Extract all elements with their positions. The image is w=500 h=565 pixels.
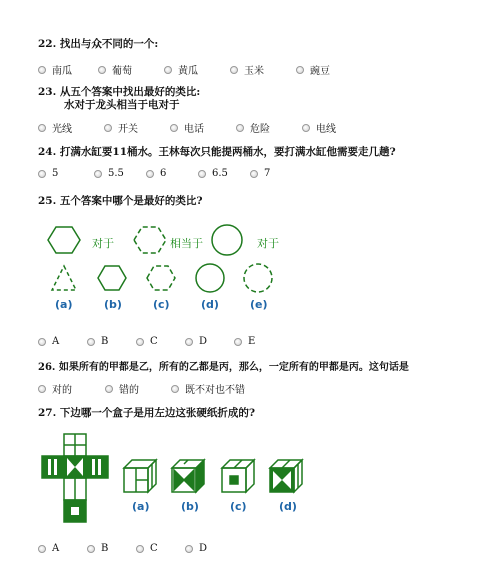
q25-option-1[interactable]: A <box>38 336 87 347</box>
q24-options <box>38 168 302 179</box>
q25-options <box>38 336 283 347</box>
q26-title: 26. 如果所有的甲都是乙，所有的乙都是丙，那么，一定所有的甲都是丙。这句话是 <box>38 362 409 373</box>
q23-title: 23. 从五个答案中找出最好的类比: <box>38 86 201 98</box>
cube-c-shape <box>222 460 254 492</box>
radio-button[interactable] <box>296 66 304 74</box>
q22-option-2[interactable]: 葡萄 <box>98 62 164 77</box>
q22-option-5[interactable]: 豌豆 <box>296 62 362 77</box>
q27-figure <box>40 428 310 528</box>
q26-option-3[interactable]: 既不对也不错 <box>171 381 271 396</box>
unfolded-cardboard-net <box>42 434 108 522</box>
q25-label-d: (d) <box>201 298 219 311</box>
cube-b-shape <box>172 460 204 492</box>
q27-label-b: (b) <box>181 500 199 513</box>
radio-button[interactable] <box>136 545 144 553</box>
q25-label-c: (c) <box>153 298 170 311</box>
q24-option-5[interactable]: 7 <box>250 168 302 179</box>
radio-button[interactable] <box>171 385 179 393</box>
q27-option-2[interactable]: B <box>87 543 136 554</box>
q24-option-3[interactable]: 6 <box>146 168 198 179</box>
radio-button[interactable] <box>198 170 206 178</box>
radio-button[interactable] <box>38 124 46 132</box>
q25-label-a: (a) <box>55 298 73 311</box>
radio-button[interactable] <box>98 66 106 74</box>
radio-button[interactable] <box>164 66 172 74</box>
q25-xiang-dang-yu: 相当于 <box>170 237 203 250</box>
q24-title: 24. 打满水缸要11桶水。王林每次只能提两桶水，要打满水缸他需要走几趟? <box>38 146 396 158</box>
q25-label-e: (e) <box>250 298 268 311</box>
q24-option-2[interactable]: 5.5 <box>94 168 146 179</box>
cube-a-shape <box>124 460 156 492</box>
cube-d-shape <box>270 460 302 492</box>
q27-option-1[interactable]: A <box>38 543 87 554</box>
q25-option-5[interactable]: E <box>234 336 283 347</box>
dashed-hexagon-shape <box>134 227 166 253</box>
radio-button[interactable] <box>136 338 144 346</box>
dashed-triangle-shape <box>52 266 76 290</box>
q25-option-2[interactable]: B <box>87 336 136 347</box>
radio-button[interactable] <box>38 66 46 74</box>
q24-option-1[interactable]: 5 <box>38 168 94 179</box>
radio-button[interactable] <box>302 124 310 132</box>
solid-circle-shape <box>212 225 242 255</box>
radio-button[interactable] <box>94 170 102 178</box>
dashed-circle-e-shape <box>244 264 272 292</box>
q26-option-1[interactable]: 对的 <box>38 381 105 396</box>
q25-label-b: (b) <box>104 298 122 311</box>
q26-options <box>38 381 271 396</box>
radio-button[interactable] <box>38 545 46 553</box>
q22-options <box>38 62 362 77</box>
solid-circle-d-shape <box>196 264 224 292</box>
q25-dui-yu-2: 对于 <box>257 237 279 250</box>
radio-button[interactable] <box>38 170 46 178</box>
radio-button[interactable] <box>87 545 95 553</box>
q27-option-3[interactable]: C <box>136 543 185 554</box>
q22-title: 22. 找出与众不同的一个: <box>38 38 159 50</box>
radio-button[interactable] <box>185 545 193 553</box>
solid-hexagon-b-shape <box>98 266 126 290</box>
q25-option-3[interactable]: C <box>136 336 185 347</box>
q23-option-1[interactable]: 光线 <box>38 120 104 135</box>
radio-button[interactable] <box>234 338 242 346</box>
radio-button[interactable] <box>170 124 178 132</box>
radio-button[interactable] <box>87 338 95 346</box>
radio-button[interactable] <box>105 385 113 393</box>
radio-button[interactable] <box>185 338 193 346</box>
radio-button[interactable] <box>146 170 154 178</box>
radio-button[interactable] <box>104 124 112 132</box>
q23-option-2[interactable]: 开关 <box>104 120 170 135</box>
radio-button[interactable] <box>236 124 244 132</box>
q23-option-3[interactable]: 电话 <box>170 120 236 135</box>
q22-option-4[interactable]: 玉米 <box>230 62 296 77</box>
q27-options <box>38 543 234 554</box>
q22-option-3[interactable]: 黄瓜 <box>164 62 230 77</box>
q25-option-4[interactable]: D <box>185 336 234 347</box>
q25-dui-yu-1: 对于 <box>92 237 114 250</box>
q27-label-a: (a) <box>132 500 150 513</box>
radio-button[interactable] <box>38 338 46 346</box>
q22-option-1[interactable]: 南瓜 <box>38 62 98 77</box>
radio-button[interactable] <box>38 385 46 393</box>
q25-title: 25. 五个答案中哪个是最好的类比? <box>38 195 203 207</box>
q27-label-c: (c) <box>230 500 247 513</box>
q24-option-4[interactable]: 6.5 <box>198 168 250 179</box>
q26-option-2[interactable]: 错的 <box>105 381 171 396</box>
q27-option-4[interactable]: D <box>185 543 234 554</box>
solid-hexagon-shape <box>48 227 80 253</box>
q23-options <box>38 120 368 135</box>
radio-button[interactable] <box>230 66 238 74</box>
q27-title: 27. 下边哪一个盒子是用左边这张硬纸折成的? <box>38 407 256 419</box>
dashed-hexagon-c-shape <box>147 266 175 290</box>
q23-option-4[interactable]: 危险 <box>236 120 302 135</box>
q23-subline: 水对于龙头相当于电对于 <box>64 99 180 111</box>
radio-button[interactable] <box>250 170 258 178</box>
q23-option-5[interactable]: 电线 <box>302 120 368 135</box>
q27-label-d: (d) <box>279 500 297 513</box>
